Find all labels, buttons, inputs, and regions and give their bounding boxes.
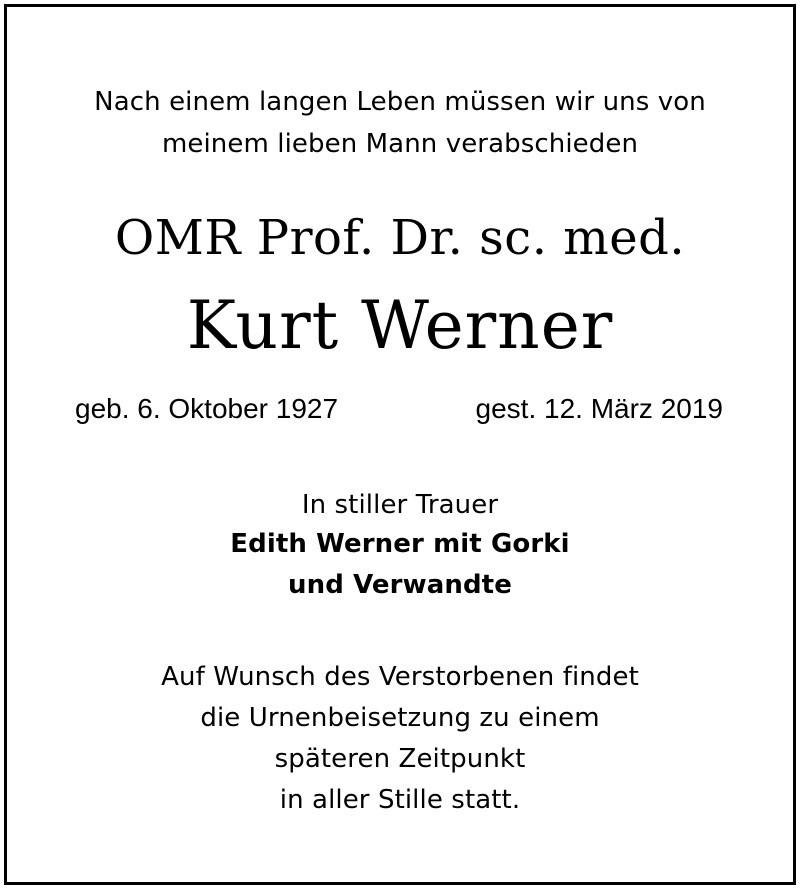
mourners-line-2: und Verwandte bbox=[288, 570, 512, 600]
obituary-notice bbox=[4, 4, 796, 885]
intro-line-2: meinem lieben Mann verabschieden bbox=[161, 129, 639, 159]
burial-note-line-3: späteren Zeitpunkt bbox=[274, 744, 526, 774]
mourners-line-1: Edith Werner mit Gorki bbox=[230, 529, 570, 559]
burial-note-line-1: Auf Wunsch des Verstorbenen findet bbox=[161, 662, 639, 692]
deceased-title: OMR Prof. Dr. sc. med. bbox=[114, 210, 686, 266]
mourning-label: In stiller Trauer bbox=[301, 490, 499, 520]
deceased-name: Kurt Werner bbox=[186, 287, 614, 364]
burial-note-line-2: die Urnenbeisetzung zu einem bbox=[200, 703, 600, 733]
birth-date: geb. 6. Oktober 1927 bbox=[75, 393, 339, 424]
death-date: gest. 12. März 2019 bbox=[475, 393, 723, 424]
burial-note-line-4: in aller Stille statt. bbox=[279, 785, 521, 815]
intro-line-1: Nach einem langen Leben müssen wir uns von bbox=[94, 87, 706, 117]
